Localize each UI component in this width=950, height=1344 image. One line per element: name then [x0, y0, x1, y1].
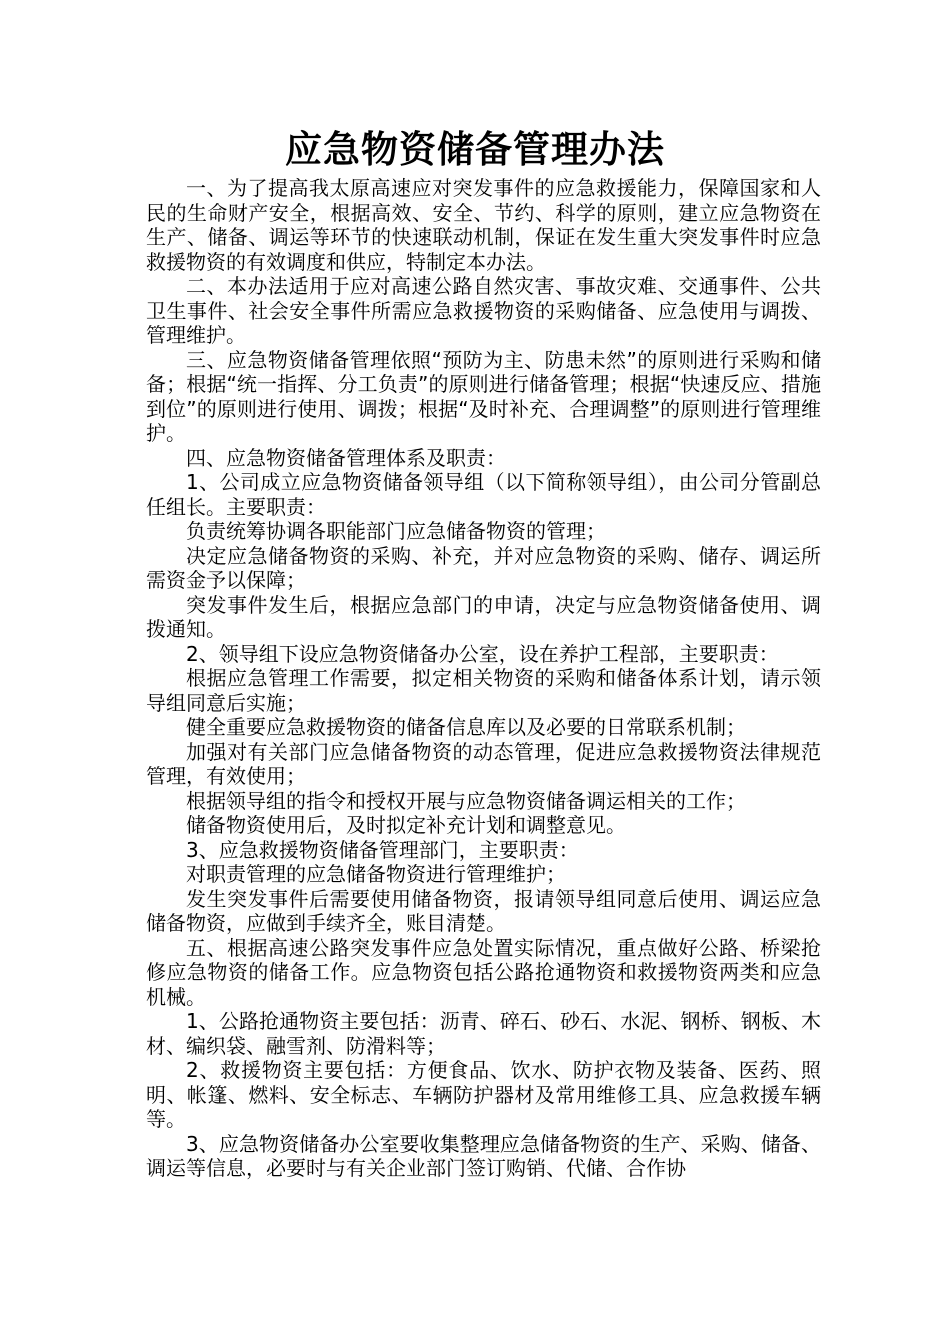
- paragraph: 健全重要应急救援物资的储备信息库以及必要的日常联系机制；: [186, 715, 746, 739]
- paragraph: 储备物资使用后，及时拟定补充计划和调整意见。: [186, 813, 626, 837]
- paragraph: 加强对有关部门应急储备物资的动态管理，促进应急救援物资法律规范管理，有效使用；: [146, 739, 821, 788]
- paragraph: 根据领导组的指令和授权开展与应急物资储备调运相关的工作；: [186, 788, 746, 813]
- paragraph: 突发事件发生后，根据应急部门的申请，决定与应急物资储备使用、调拨通知。: [146, 592, 821, 641]
- paragraph: 对职责管理的应急储备物资进行管理维护；: [186, 862, 566, 886]
- paragraph: 二、本办法适用于应对高速公路自然灾害、事故灾难、交通事件、公共卫生事件、社会安全事件所需应急救援物资的采购储备、应急使用与调拨、管理维护。: [146, 274, 821, 347]
- paragraph: 五、根据高速公路突发事件应急处置实际情况，重点做好公路、桥梁抢修应急物资的储备工作。应急物资包括公路抢通物资和救援物资两类和应急机械。: [146, 935, 821, 1009]
- paragraph: 3、应急救援物资储备管理部门，主要职责：: [186, 837, 579, 862]
- document-title: 应急物资储备管理办法: [285, 128, 665, 171]
- paragraph: 决定应急储备物资的采购、补充，并对应急物资的采购、储存、调运所需资金予以保障；: [146, 543, 821, 592]
- paragraph: 负责统筹协调各职能部门应急储备物资的管理；: [186, 519, 606, 543]
- paragraph: 1、公路抢通物资主要包括：沥青、碎石、砂石、水泥、钢桥、钢板、木材、编织袋、融雪剂、防滑料等；: [146, 1009, 821, 1058]
- paragraph: 根据应急管理工作需要，拟定相关物资的采购和储备体系计划，请示领导组同意后实施；: [146, 666, 821, 715]
- paragraph: 一、为了提高我太原高速应对突发事件的应急救援能力，保障国家和人民的生命财产安全，根据高效、安全、节约、科学的原则，建立应急物资在生产、储备、调运等环节的快速联动机制，保证在发生重大突发事件时应急救援物资的有效调度和供应，特制定本办法。: [146, 176, 821, 274]
- paragraph: 3、应急物资储备办公室要收集整理应急储备物资的生产、采购、储备、调运等信息，必要时与有关企业部门签订购销、代储、合作协: [146, 1131, 821, 1180]
- paragraph: 2、救援物资主要包括：方便食品、饮水、防护衣物及装备、医药、照明、帐篷、燃料、安全标志、车辆防护器材及常用维修工具、应急救援车辆等。: [146, 1058, 821, 1131]
- paragraph: 三、应急物资储备管理依照“预防为主、防患未然”的原则进行采购和储备；根据“统一指挥、分工负责”的原则进行储备管理；根据“快速反应、措施到位”的原则进行使用、调拨；根据“及时补充、合理调整”的原则进行管理维护。: [146, 347, 821, 445]
- paragraph: 四、应急物资储备管理体系及职责：: [186, 445, 506, 470]
- paragraph: 1、公司成立应急物资储备领导组（以下简称领导组），由公司分管副总任组长。主要职责：: [146, 470, 821, 519]
- document-body: [146, 176, 821, 1181]
- paragraph: 2、领导组下设应急物资储备办公室，设在养护工程部，主要职责：: [186, 641, 779, 666]
- paragraph: 发生突发事件后需要使用储备物资，报请领导组同意后使用、调运应急储备物资，应做到手续齐全，账目清楚。: [146, 886, 821, 935]
